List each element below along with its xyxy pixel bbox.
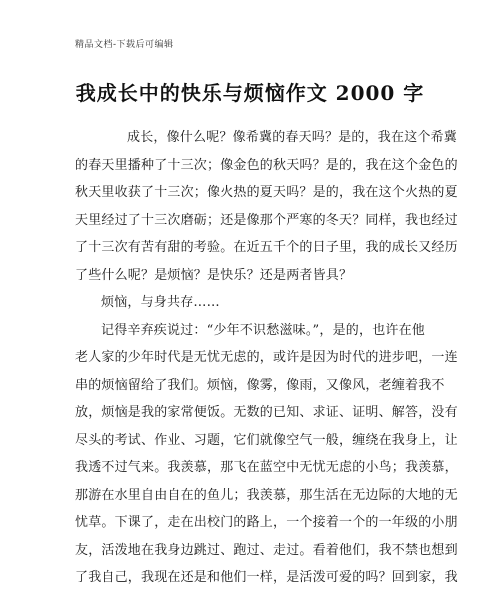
paragraph-line: 尽头的考试、作业、习题，它们就像空气一般，缠绕在我身上，让 <box>75 432 458 448</box>
paragraph-line: 成长，像什么呢？像希冀的春天吗？是的，我在这个希冀 <box>127 130 458 145</box>
paragraph-line: 记得辛弃疾说过：“少年不识愁滋味。”，是的，也许在他 <box>101 322 425 338</box>
paragraph-line: 老人家的少年时代是无忧无虑的，或许是因为时代的进步吧，一连 <box>75 350 458 365</box>
paragraph-line: 串的烦恼留给了我们。烦恼，像雾，像雨，又像风，老缠着我不 <box>75 377 445 393</box>
paragraph-line: 了我自己，我现在还是和他们一样，是活泼可爱的吗？回到家，我 <box>75 570 458 585</box>
paragraph-line: 天里经过了十三次磨砺；还是像那个严寒的冬天？同样，我也经过 <box>75 212 458 228</box>
paragraph-line: 友，活泼地在我身边跳过、跑过、走过。看着他们，我不禁也想到 <box>75 542 458 558</box>
paragraph-line: 那游在水里自由自在的鱼儿；我羡慕，那生活在无边际的大地的无 <box>75 487 458 503</box>
document-title: 我成长中的快乐与烦恼作文 2000 字 <box>75 81 425 105</box>
paragraph-line: 忧草。下课了，走在出校门的路上，一个接着一个的一年级的小朋 <box>75 515 458 530</box>
paragraph-line: 烦恼，与身共存…… <box>101 295 220 310</box>
document-body <box>75 124 458 592</box>
paragraph-line: 放，烦恼是我的家常便饭。无数的已知、求证、证明、解答，没有 <box>75 405 458 420</box>
paragraph-line: 秋天里收获了十三次；像火热的夏天吗？是的，我在这个火热的夏 <box>75 185 458 200</box>
paragraph-line: 了些什么呢？是烦恼？是快乐？还是两者皆具？ <box>75 267 353 283</box>
paragraph-line: 我透不过气来。我羡慕，那飞在蓝空中无忧无虑的小鸟；我羡慕， <box>75 460 458 475</box>
paragraph-line: 了十三次有苦有甜的考验。在近五千个的日子里，我的成长又经历 <box>75 240 458 255</box>
paragraph-line: 的春天里播种了十三次；像金色的秋天吗？是的，我在这个金色的 <box>75 157 458 173</box>
header-note: 精品文档-下载后可编辑 <box>75 40 174 50</box>
